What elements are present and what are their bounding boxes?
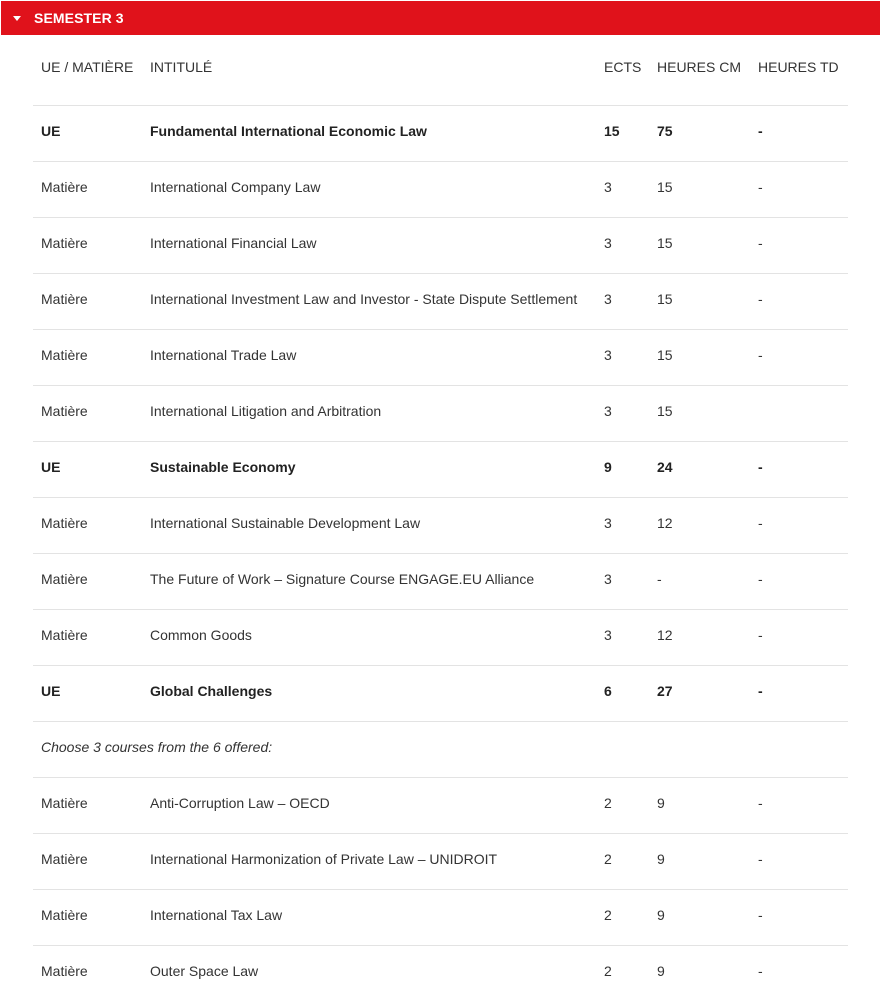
row-hours-td: - (758, 851, 763, 867)
row-type: Matière (41, 291, 88, 307)
row-type: UE (41, 683, 61, 699)
row-hours-cm: 27 (657, 683, 673, 699)
header-hours-td: HEURES TD (758, 59, 839, 75)
row-hours-cm: 9 (657, 963, 665, 979)
row-hours-td: - (758, 795, 763, 811)
table-header (33, 35, 848, 106)
table-row (33, 162, 848, 218)
row-hours-cm: 15 (657, 347, 673, 363)
row-type: UE (41, 459, 61, 475)
table-row (33, 498, 848, 554)
header-hours-cm: HEURES CM (657, 59, 742, 75)
row-ects: 6 (604, 683, 612, 699)
table-row (33, 834, 848, 890)
row-ects: 2 (604, 795, 612, 811)
curriculum-table (33, 35, 848, 1001)
row-ects: 3 (604, 291, 612, 307)
row-type: Matière (41, 907, 88, 923)
row-ects: 2 (604, 907, 612, 923)
row-title: International Sustainable Development Law (150, 515, 421, 531)
row-ects: 3 (604, 571, 612, 587)
row-hours-td: - (758, 235, 763, 251)
header-type: UE / MATIÈRE (41, 59, 134, 75)
row-hours-cm: 9 (657, 851, 665, 867)
row-type: Matière (41, 851, 88, 867)
row-title: Sustainable Economy (150, 459, 296, 475)
row-hours-cm: 12 (657, 515, 673, 531)
table-row (33, 890, 848, 946)
table-note-row (33, 722, 848, 778)
row-type: UE (41, 123, 61, 139)
table-row (33, 554, 848, 610)
row-title: Outer Space Law (150, 963, 259, 979)
caret-down-icon (13, 16, 21, 21)
row-hours-td: - (758, 291, 763, 307)
row-type: Matière (41, 515, 88, 531)
table-row (33, 218, 848, 274)
table-row-ue (33, 442, 848, 498)
table-row (33, 778, 848, 834)
row-hours-td: - (758, 963, 763, 979)
header-title: INTITULÉ (150, 59, 213, 75)
row-hours-cm: 24 (657, 459, 673, 475)
row-hours-td: - (758, 123, 763, 139)
row-ects: 3 (604, 235, 612, 251)
row-title: International Company Law (150, 179, 321, 195)
row-hours-cm: 15 (657, 179, 673, 195)
semester-accordion-header[interactable] (1, 1, 880, 35)
row-title: Common Goods (150, 627, 252, 643)
row-title: Anti-Corruption Law – OECD (150, 795, 330, 811)
row-type: Matière (41, 403, 88, 419)
row-ects: 3 (604, 347, 612, 363)
row-title: International Investment Law and Investor - State Dispute Settlement (150, 291, 578, 307)
row-title: The Future of Work – Signature Course ENGAGE.EU Alliance (150, 571, 535, 587)
row-hours-td: - (758, 683, 763, 699)
row-title: International Financial Law (150, 235, 317, 251)
table-row-ue (33, 666, 848, 722)
row-hours-td: - (758, 459, 763, 475)
row-hours-cm: 15 (657, 291, 673, 307)
row-hours-td: - (758, 571, 763, 587)
row-title: Global Challenges (150, 683, 273, 699)
row-ects: 3 (604, 403, 612, 419)
table-row (33, 610, 848, 666)
table-row (33, 386, 848, 442)
semester-title: SEMESTER 3 (34, 10, 124, 26)
row-title: International Harmonization of Private Law – UNIDROIT (150, 851, 498, 867)
row-hours-td: - (758, 515, 763, 531)
row-type: Matière (41, 235, 88, 251)
row-type: Matière (41, 963, 88, 979)
row-hours-cm: - (657, 571, 662, 587)
row-hours-td: - (758, 627, 763, 643)
row-ects: 2 (604, 851, 612, 867)
table-row (33, 330, 848, 386)
row-ects: 3 (604, 627, 612, 643)
row-type: Matière (41, 347, 88, 363)
row-ects: 3 (604, 179, 612, 195)
row-title: International Litigation and Arbitration (150, 403, 382, 419)
row-ects: 3 (604, 515, 612, 531)
row-type: Matière (41, 627, 88, 643)
row-title: Fundamental International Economic Law (150, 123, 427, 139)
header-ects: ECTS (604, 59, 642, 75)
row-hours-td: - (758, 347, 763, 363)
table-row-ue (33, 106, 848, 162)
row-type: Matière (41, 795, 88, 811)
row-hours-cm: 12 (657, 627, 673, 643)
row-hours-cm: 9 (657, 795, 665, 811)
row-title: International Trade Law (150, 347, 297, 363)
row-hours-cm: 15 (657, 235, 673, 251)
selection-note: Choose 3 courses from the 6 offered: (41, 739, 273, 755)
row-ects: 2 (604, 963, 612, 979)
row-ects: 9 (604, 459, 612, 475)
row-hours-td: - (758, 179, 763, 195)
row-type: Matière (41, 179, 88, 195)
table-row (33, 274, 848, 330)
row-type: Matière (41, 571, 88, 587)
row-hours-cm: 75 (657, 123, 673, 139)
row-title: International Tax Law (150, 907, 283, 923)
row-ects: 15 (604, 123, 620, 139)
row-hours-cm: 15 (657, 403, 673, 419)
row-hours-td: - (758, 907, 763, 923)
row-hours-cm: 9 (657, 907, 665, 923)
